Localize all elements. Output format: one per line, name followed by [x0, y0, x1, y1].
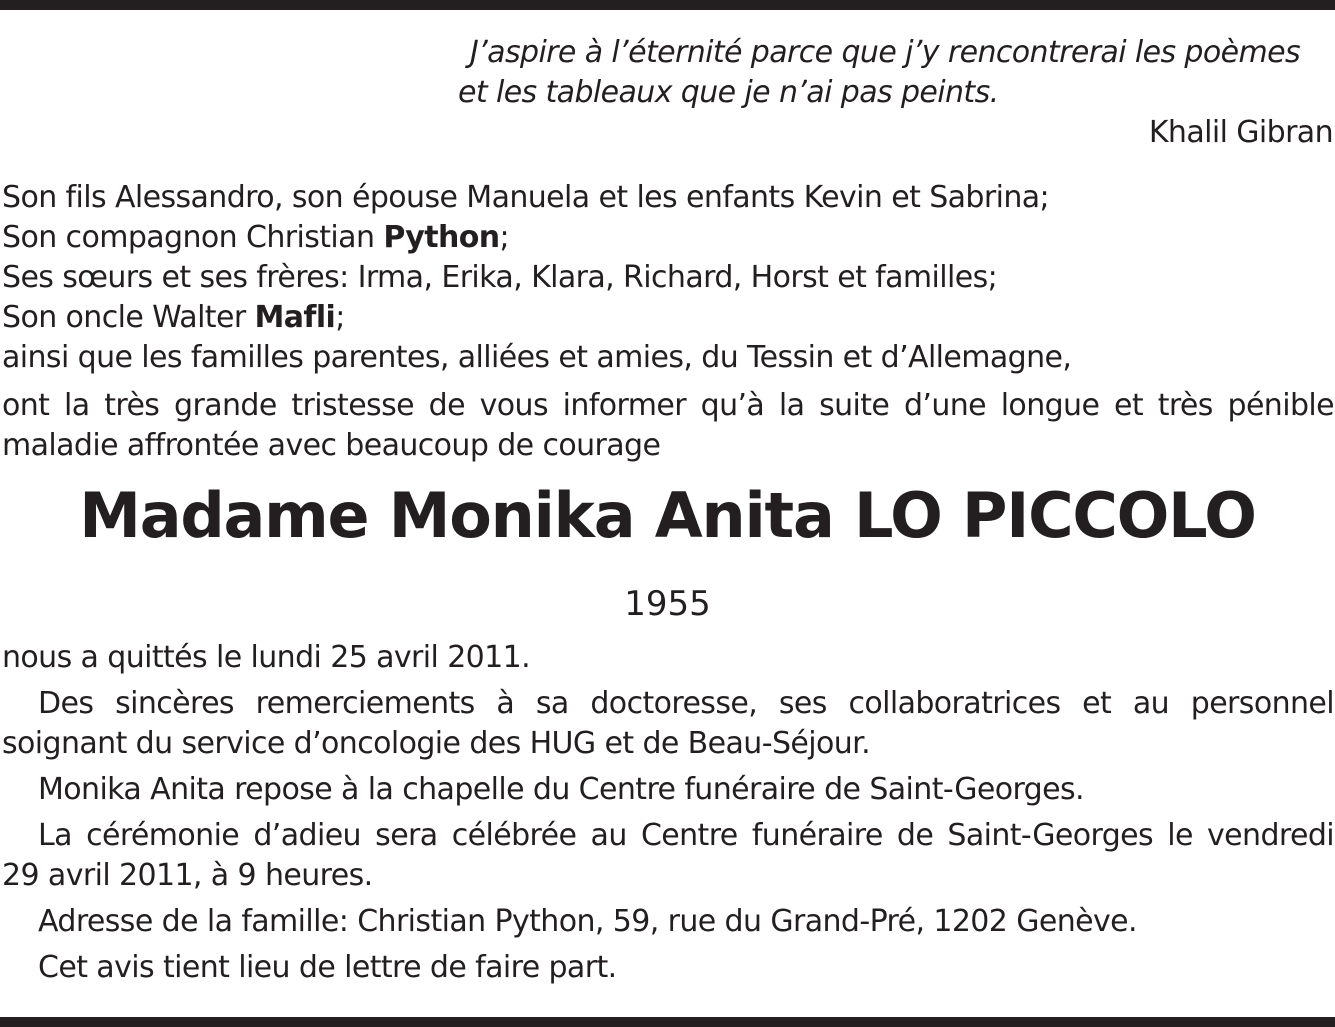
family-line-partner-text: Son compagnon Christian	[2, 220, 384, 255]
ceremony-paragraph	[2, 816, 1334, 896]
quote-line-1: J’aspire à l’éternité parce que j’y rencontrerai les poèmes	[470, 35, 1301, 70]
bottom-border-rule	[0, 1017, 1335, 1027]
family-line-partner	[2, 218, 1334, 258]
uncle-surname: Mafli	[254, 300, 336, 335]
thanks-paragraph	[2, 684, 1334, 764]
family-line-son: Son fils Alessandro, son épouse Manuela et les enfants Kevin et Sabrina;	[2, 180, 1050, 215]
birth-year: 1955	[624, 584, 711, 624]
quote-line-2: et les tableaux que je n’ai pas peints.	[458, 75, 999, 110]
announcement-line-1: ont la très grande tristesse de vous informer qu’à la suite d’une longue et très pénible	[2, 388, 1334, 423]
ceremony-line-2: 29 avril 2011, à 9 heures.	[2, 858, 373, 893]
repose-line: Monika Anita repose à la chapelle du Centre funéraire de Saint-Georges.	[38, 772, 1084, 807]
announcement-line-2: maladie affrontée avec beaucoup de courage	[2, 428, 661, 463]
family-line-uncle	[2, 298, 1334, 338]
ceremony-line-1: La cérémonie d’adieu sera célébrée au Centre funéraire de Saint-Georges le vendredi	[38, 818, 1334, 853]
thanks-line-2: soignant du service d’oncologie des HUG et de Beau-Séjour.	[2, 726, 871, 761]
family-line-uncle-text: Son oncle Walter	[2, 300, 255, 335]
notice-paragraph	[2, 948, 1334, 988]
deceased-name: Madame Monika Anita LO PICCOLO	[79, 479, 1256, 552]
family-list	[2, 178, 1334, 378]
epigraph-quote	[458, 33, 1334, 113]
quote-author: Khalil Gibran	[1148, 115, 1333, 150]
announcement-text	[2, 386, 1334, 466]
family-line-uncle-punct: ;	[335, 300, 345, 335]
repose-paragraph	[2, 770, 1334, 810]
passing-date: nous a quittés le lundi 25 avril 2011.	[2, 640, 531, 675]
family-line-siblings: Ses sœurs et ses frères: Irma, Erika, Klara, Richard, Horst et familles;	[2, 260, 998, 295]
family-line-partner-punct: ;	[499, 220, 509, 255]
thanks-line-1: Des sincères remerciements à sa doctoresse, ses collaboratrices et au personnel	[38, 686, 1334, 721]
family-address: Adresse de la famille: Christian Python, 59, rue du Grand-Pré, 1202 Genève.	[38, 904, 1137, 939]
family-line-relatives: ainsi que les familles parentes, alliées et amies, du Tessin et d’Allemagne,	[2, 340, 1072, 375]
notice-body	[2, 638, 1334, 988]
partner-surname: Python	[383, 220, 500, 255]
notice-line: Cet avis tient lieu de lettre de faire part.	[38, 950, 617, 985]
address-paragraph	[2, 902, 1334, 942]
top-border-rule	[0, 0, 1335, 10]
